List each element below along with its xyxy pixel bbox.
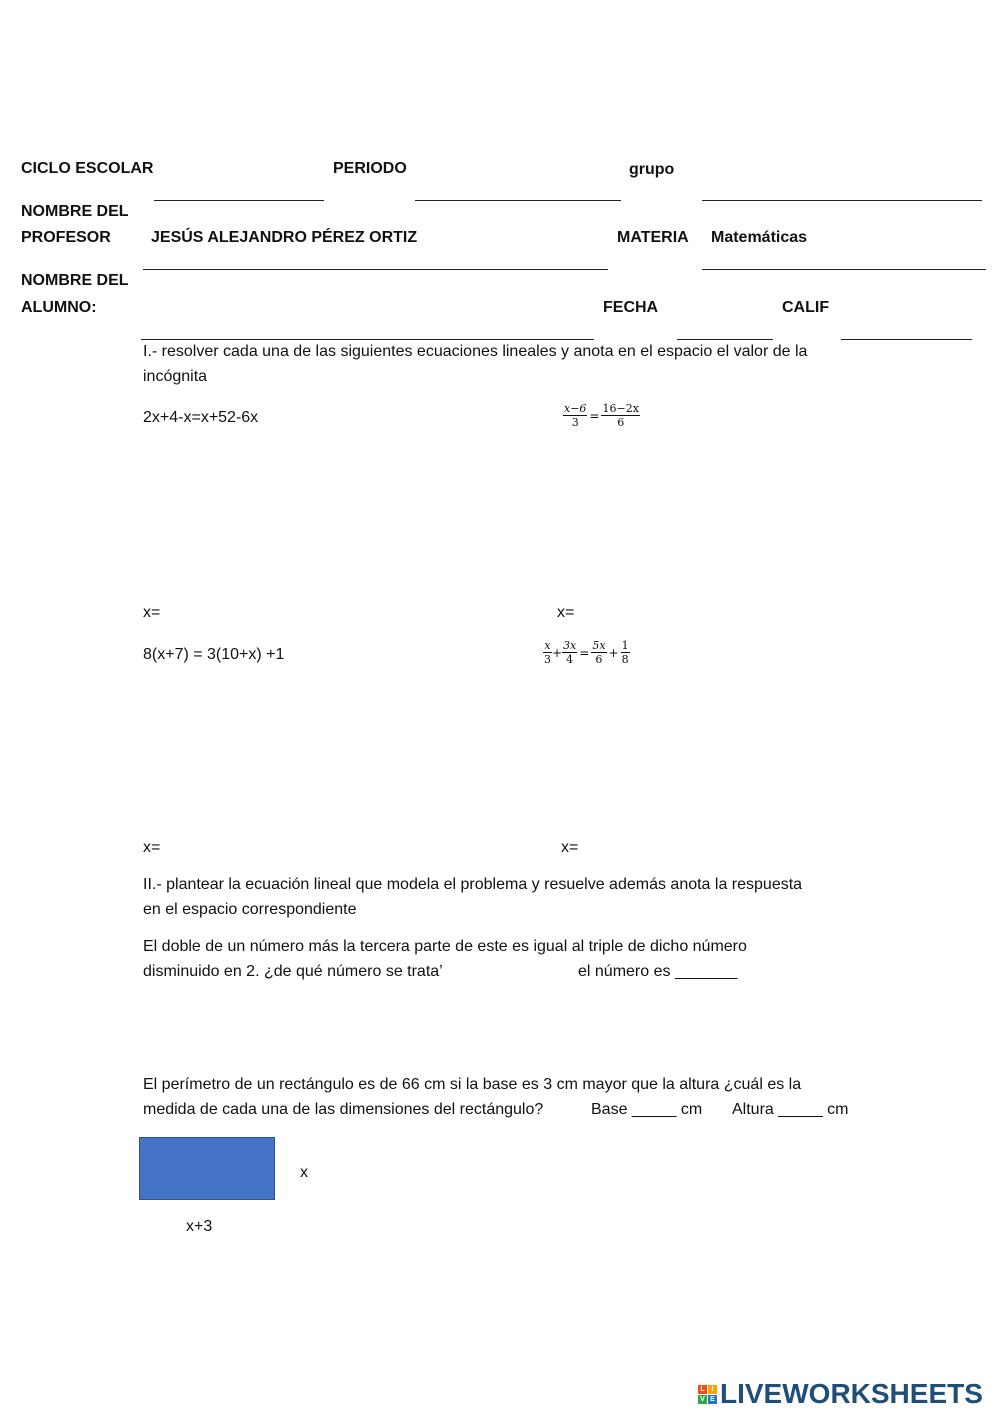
ciclo-escolar-line[interactable] xyxy=(154,200,324,201)
eq4-f1-denominator: 3 xyxy=(544,653,551,666)
fecha-line[interactable] xyxy=(677,339,773,340)
logo-mark-v: V xyxy=(698,1395,707,1404)
profesor-line xyxy=(143,269,608,270)
eq4-f4-numerator: 1 xyxy=(621,639,629,652)
materia-value: Matemáticas xyxy=(711,229,808,246)
liveworksheets-logo-icon xyxy=(698,1385,717,1404)
equation-1: 2x+4-x=x+52-6x xyxy=(143,409,259,426)
equation-4 xyxy=(543,639,630,666)
section1-instruction-line1: I.- resolver cada una de las siguientes ecuaciones lineales y anota en el espacio el valor de la xyxy=(143,343,808,360)
eq2-left-fraction xyxy=(563,402,587,429)
eq4-f2-denominator: 4 xyxy=(566,653,574,666)
eq4-plus-2: + xyxy=(608,645,619,660)
eq2-right-numerator: 16−2x xyxy=(602,402,639,415)
eq4-f2-numerator: 3x xyxy=(563,639,577,652)
alumno-label-line1: NOMBRE DEL xyxy=(21,272,129,289)
eq2-equals: = xyxy=(589,408,600,423)
equation-3: 8(x+7) = 3(10+x) +1 xyxy=(143,646,285,663)
rectangle-figure xyxy=(139,1137,275,1200)
problem1-line1: El doble de un número más la tercera parte de este es igual al triple de dicho número xyxy=(143,938,747,955)
logo-mark-i: I xyxy=(708,1385,717,1394)
eq4-plus-1: + xyxy=(552,645,563,660)
section1-instruction-line2: incógnita xyxy=(143,368,208,385)
problem2-line1: El perímetro de un rectángulo es de 66 cm si la base es 3 cm mayor que la altura ¿cuál es la xyxy=(143,1076,802,1093)
grupo-label: grupo xyxy=(629,161,675,178)
periodo-label: PERIODO xyxy=(333,160,407,177)
section2-instruction-line2: en el espacio correspondiente xyxy=(143,901,357,918)
grupo-line[interactable] xyxy=(702,200,982,201)
liveworksheets-logo xyxy=(698,1378,983,1410)
eq4-f3-numerator: 5x xyxy=(592,639,606,652)
eq2-answer-label[interactable]: x= xyxy=(557,604,575,621)
eq1-answer-label[interactable]: x= xyxy=(143,604,161,621)
section2-instruction-line1: II.- plantear la ecuación lineal que modela el problema y resuelve además anota la respuesta xyxy=(143,876,803,893)
problem2-line2: medida de cada una de las dimensiones del rectángulo? xyxy=(143,1101,544,1118)
problem1-line2: disminuido en 2. ¿de qué número se trata’ xyxy=(143,963,443,980)
eq4-fraction-2 xyxy=(562,639,577,666)
rectangle-height-label: x xyxy=(300,1164,308,1181)
eq2-right-denominator: 6 xyxy=(617,416,625,429)
problem1-answer[interactable]: el número es _______ xyxy=(578,963,738,980)
periodo-line[interactable] xyxy=(415,200,621,201)
eq3-answer-label[interactable]: x= xyxy=(143,839,161,856)
fecha-label: FECHA xyxy=(603,299,659,316)
profesor-name: JESÚS ALEJANDRO PÉREZ ORTIZ xyxy=(151,229,418,246)
eq2-right-fraction xyxy=(601,402,639,429)
equation-2 xyxy=(563,402,640,429)
liveworksheets-logo-text: LIVEWORKSHEETS xyxy=(720,1378,983,1409)
eq4-f4-denominator: 8 xyxy=(621,653,629,666)
ciclo-escolar-label: CICLO ESCOLAR xyxy=(21,160,154,177)
logo-mark-l: L xyxy=(698,1385,707,1394)
alumno-label-line2: ALUMNO: xyxy=(21,299,97,316)
eq4-answer-label[interactable]: x= xyxy=(561,839,579,856)
materia-line xyxy=(702,269,986,270)
eq2-left-denominator: 3 xyxy=(571,416,579,429)
problem2-base-answer[interactable]: Base _____ cm xyxy=(591,1101,703,1118)
eq4-equals: = xyxy=(579,645,590,660)
calif-label: CALIF xyxy=(782,299,830,316)
calif-line[interactable] xyxy=(841,339,972,340)
problem2-altura-answer[interactable]: Altura _____ cm xyxy=(732,1101,849,1118)
profesor-label-line2: PROFESOR xyxy=(21,229,111,246)
materia-label: MATERIA xyxy=(617,229,689,246)
eq4-f1-numerator: x xyxy=(544,639,551,652)
profesor-label-line1: NOMBRE DEL xyxy=(21,203,129,220)
eq4-f3-denominator: 6 xyxy=(595,653,603,666)
eq4-fraction-1 xyxy=(543,639,552,666)
eq2-left-numerator: x−6 xyxy=(564,402,587,415)
rectangle-base-label: x+3 xyxy=(186,1218,213,1235)
alumno-line[interactable] xyxy=(141,339,594,340)
eq4-fraction-3 xyxy=(591,639,606,666)
logo-mark-e: E xyxy=(708,1395,717,1404)
eq4-fraction-4 xyxy=(621,639,630,666)
